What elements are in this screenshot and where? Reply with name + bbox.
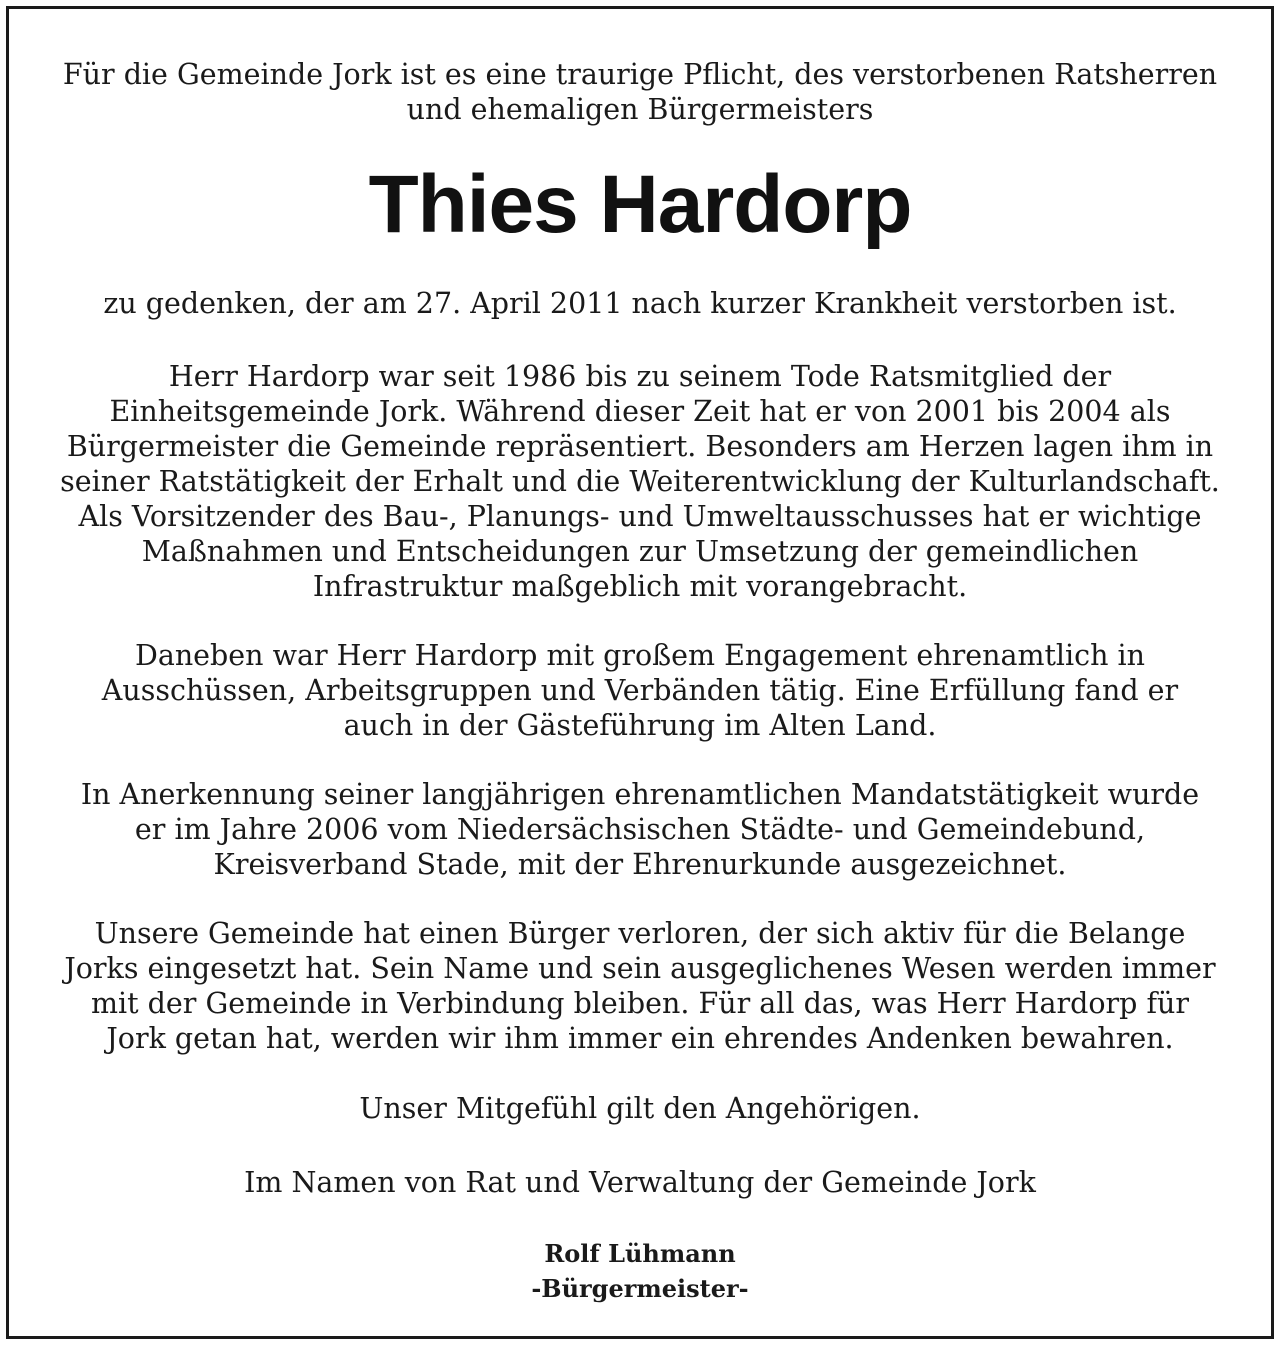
paragraph-2-line: Ausschüssen, Arbeitsgruppen und Verbänden tätig. Eine Erfüllung fand er bbox=[101, 674, 1179, 707]
paragraph-1-line: Infrastruktur maßgeblich mit vorangebracht. bbox=[312, 570, 968, 603]
paragraph-4-line: Unsere Gemeinde hat einen Bürger verloren, der sich aktiv für die Belange bbox=[94, 917, 1186, 950]
paragraph-1-line: Als Vorsitzender des Bau-, Planungs- und Umweltausschusses hat er wichtige bbox=[78, 500, 1202, 533]
paragraph-1-line: Einheitsgemeinde Jork. Während dieser Zeit hat er von 2001 bis 2004 als bbox=[109, 395, 1171, 428]
signatory-name: Rolf Lühmann bbox=[544, 1239, 736, 1268]
obituary-notice bbox=[6, 6, 1274, 1339]
intro-line: Für die Gemeinde Jork ist es eine traurige Pflicht, des verstorbenen Ratsherren bbox=[62, 58, 1218, 91]
paragraph-4-line: Jork getan hat, werden wir ihm immer ein ehrendes Andenken bewahren. bbox=[106, 1022, 1174, 1055]
death-line: zu gedenken, der am 27. April 2011 nach kurzer Krankheit verstorben ist. bbox=[103, 287, 1177, 320]
intro-line: und ehemaligen Bürgermeisters bbox=[406, 93, 874, 126]
paragraph-1-line: Bürgermeister die Gemeinde repräsentiert. Besonders am Herzen lagen ihm in bbox=[66, 430, 1214, 463]
signatory-title: -Bürgermeister- bbox=[531, 1274, 749, 1303]
paragraph-3-line: Kreisverband Stade, mit der Ehrenurkunde ausgezeichnet. bbox=[213, 848, 1067, 881]
paragraph-3-line: er im Jahre 2006 vom Niedersächsischen Städte- und Gemeindebund, bbox=[134, 813, 1146, 846]
paragraph-3-line: In Anerkennung seiner langjährigen ehrenamtlichen Mandatstätigkeit wurde bbox=[80, 778, 1200, 811]
paragraph-4-line: mit der Gemeinde in Verbindung bleiben. Für all das, was Herr Hardorp für bbox=[91, 987, 1189, 1020]
paragraph-2-line: Daneben war Herr Hardorp mit großem Engagement ehrenamtlich in bbox=[134, 639, 1146, 672]
on-behalf-line: Im Namen von Rat und Verwaltung der Gemeinde Jork bbox=[244, 1166, 1036, 1199]
deceased-name: Thies Hardorp bbox=[368, 159, 912, 250]
paragraph-1-line: seiner Ratstätigkeit der Erhalt und die Weiterentwicklung der Kulturlandschaft. bbox=[60, 465, 1220, 498]
sympathy-line: Unser Mitgefühl gilt den Angehörigen. bbox=[359, 1092, 921, 1125]
paragraph-1-line: Herr Hardorp war seit 1986 bis zu seinem Tode Ratsmitglied der bbox=[168, 360, 1112, 393]
paragraph-4-line: Jorks eingesetzt hat. Sein Name und sein ausgeglichenes Wesen werden immer bbox=[64, 952, 1216, 985]
paragraph-1-line: Maßnahmen und Entscheidungen zur Umsetzung der gemeindlichen bbox=[141, 535, 1139, 568]
paragraph-2-line: auch in der Gästeführung im Alten Land. bbox=[343, 709, 937, 742]
